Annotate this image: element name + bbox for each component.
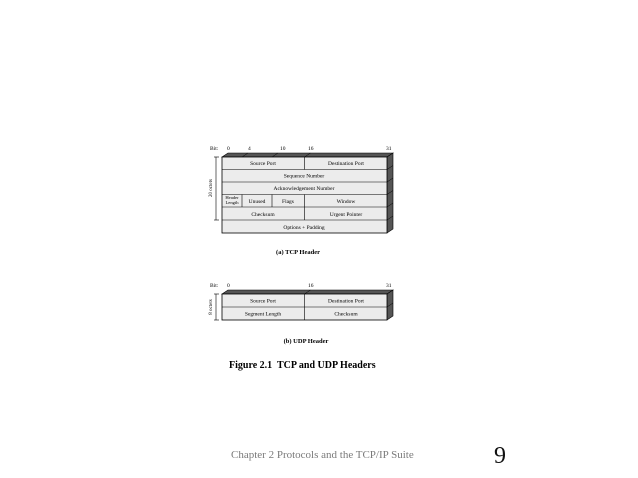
tcp-window: Window	[336, 199, 356, 205]
udp-source-port: Source Port	[250, 298, 276, 305]
tcp-ack-number: Acknowledgement Number	[273, 186, 335, 192]
page-number: 9	[494, 443, 506, 469]
tcp-destination-port: Destination Port	[328, 161, 364, 167]
udp-header-diagram	[209, 283, 393, 345]
tcp-tick-16: 16	[308, 146, 314, 152]
tcp-caption: (a) TCP Header	[276, 249, 320, 256]
tcp-unused: Unused	[248, 199, 266, 205]
chapter-footer: Chapter 2 Protocols and the TCP/IP Suite	[231, 449, 414, 461]
udp-checksum: Checksum	[334, 311, 358, 318]
tcp-checksum: Checksum	[251, 212, 275, 218]
tcp-tick-10: 10	[280, 146, 286, 152]
udp-tick-0: 0	[227, 283, 230, 289]
udp-octets-label: 8 octets	[209, 299, 214, 315]
udp-caption: (b) UDP Header	[283, 338, 329, 345]
tcp-urgent-pointer: Urgent Pointer	[329, 212, 363, 218]
tcp-tick-31: 31	[386, 146, 392, 152]
tcp-sequence-number: Sequence Number	[283, 173, 325, 180]
tcp-octets-label: 20 octets	[209, 179, 214, 197]
figure-title: Figure 2.1 TCP and UDP Headers	[229, 360, 376, 371]
tcp-tick-0: 0	[227, 146, 230, 152]
tcp-source-port: Source Port	[250, 161, 276, 167]
tcp-flags: Flags	[282, 199, 294, 205]
tcp-header-length-box	[222, 195, 242, 207]
udp-tick-16: 16	[308, 283, 314, 289]
udp-destination-port: Destination Port	[328, 298, 364, 305]
udp-tick-31: 31	[386, 283, 392, 289]
udp-bit-label: Bit:	[210, 283, 219, 289]
tcp-tick-4: 4	[248, 146, 251, 152]
udp-segment-length: Segment Length	[244, 311, 282, 318]
tcp-header-length: Header Length	[225, 195, 239, 205]
tcp-header-diagram	[209, 146, 393, 256]
tcp-options-padding: Options + Padding	[283, 225, 325, 231]
tcp-right-depth	[387, 153, 393, 233]
tcp-bit-label: Bit:	[210, 146, 219, 152]
